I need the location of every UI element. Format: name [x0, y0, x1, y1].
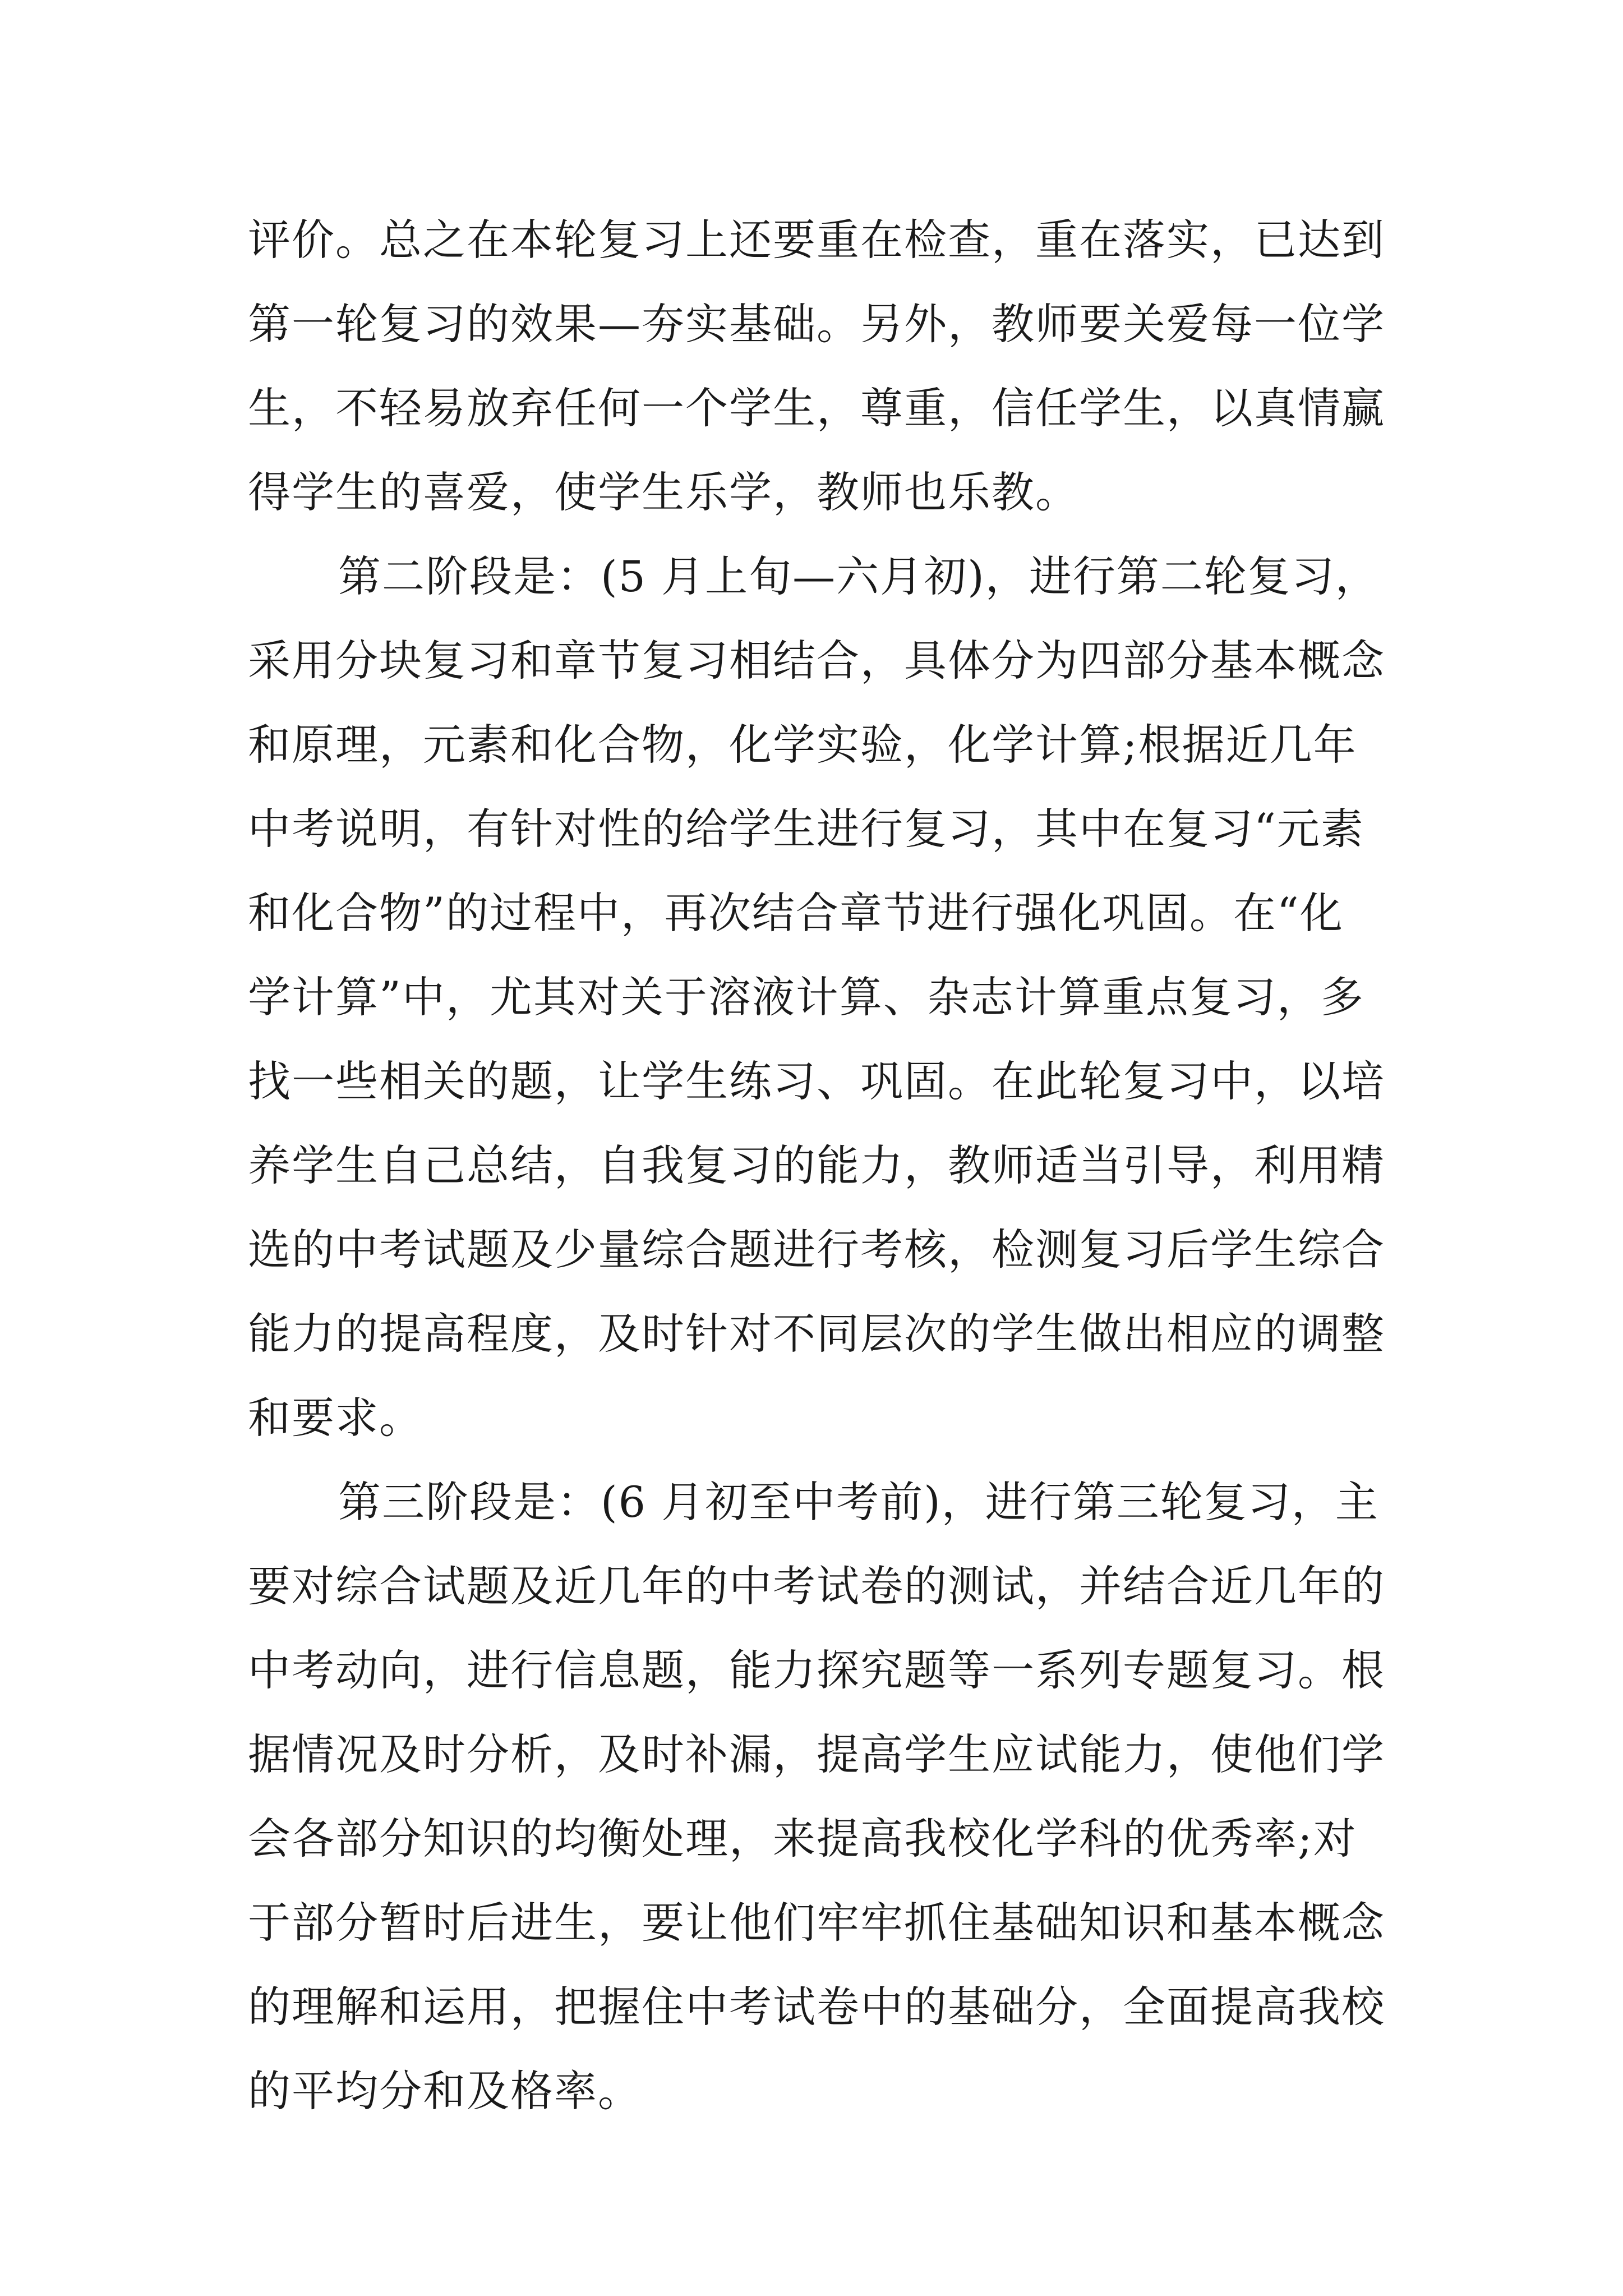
text-line: 找一些相关的题，让学生练习、巩固。在此轮复习中，以培: [248, 1056, 1385, 1106]
text-line: 中考动向，进行信息题，能力探究题等一系列专题复习。根: [248, 1645, 1385, 1695]
text-line: 评价。总之在本轮复习上还要重在检查，重在落实，已达到: [248, 215, 1385, 265]
text-line: 的平均分和及格率。: [248, 2066, 642, 2116]
text-line: 选的中考试题及少量综合题进行考核，检测复习后学生综合: [248, 1225, 1385, 1274]
text-line: 能力的提高程度，及时针对不同层次的学生做出相应的调整: [248, 1309, 1385, 1359]
text-line: 生，不轻易放弃任何一个学生，尊重，信任学生，以真情赢: [248, 383, 1385, 433]
paragraph-start: 第二阶段是：(5 月上旬—六月初)，进行第二轮复习，: [338, 551, 1379, 601]
text-line: 得学生的喜爱，使学生乐学，教师也乐教。: [248, 467, 1079, 517]
text-line: 的理解和运用，把握住中考试卷中的基础分，全面提高我校: [248, 1982, 1385, 2032]
text-line: 采用分块复习和章节复习相结合，具体分为四部分基本概念: [248, 636, 1385, 685]
text-line: 会各部分知识的均衡处理，来提高我校化学科的优秀率;对: [248, 1814, 1357, 1864]
text-line: 据情况及时分析，及时补漏，提高学生应试能力，使他们学: [248, 1729, 1385, 1779]
paragraph-start: 第三阶段是：(6 月初至中考前)，进行第三轮复习，主: [338, 1477, 1379, 1527]
text-line: 于部分暂时后进生，要让他们牢牢抓住基础知识和基本概念: [248, 1898, 1385, 1948]
text-line: 和化合物”的过程中，再次结合章节进行强化巩固。在“化: [248, 888, 1344, 938]
text-line: 和要求。: [248, 1393, 423, 1443]
text-line: 养学生自己总结，自我复习的能力，教师适当引导，利用精: [248, 1140, 1385, 1190]
text-line: 要对综合试题及近几年的中考试卷的测试，并结合近几年的: [248, 1561, 1385, 1611]
text-line: 中考说明，有针对性的给学生进行复习，其中在复习“元素: [248, 804, 1364, 854]
text-line: 和原理，元素和化合物，化学实验，化学计算;根据近几年: [248, 720, 1357, 770]
text-line: 第一轮复习的效果—夯实基础。另外，教师要关爱每一位学: [248, 299, 1385, 349]
text-line: 学计算”中，尤其对关于溶液计算、杂志计算重点复习，多: [248, 972, 1364, 1022]
